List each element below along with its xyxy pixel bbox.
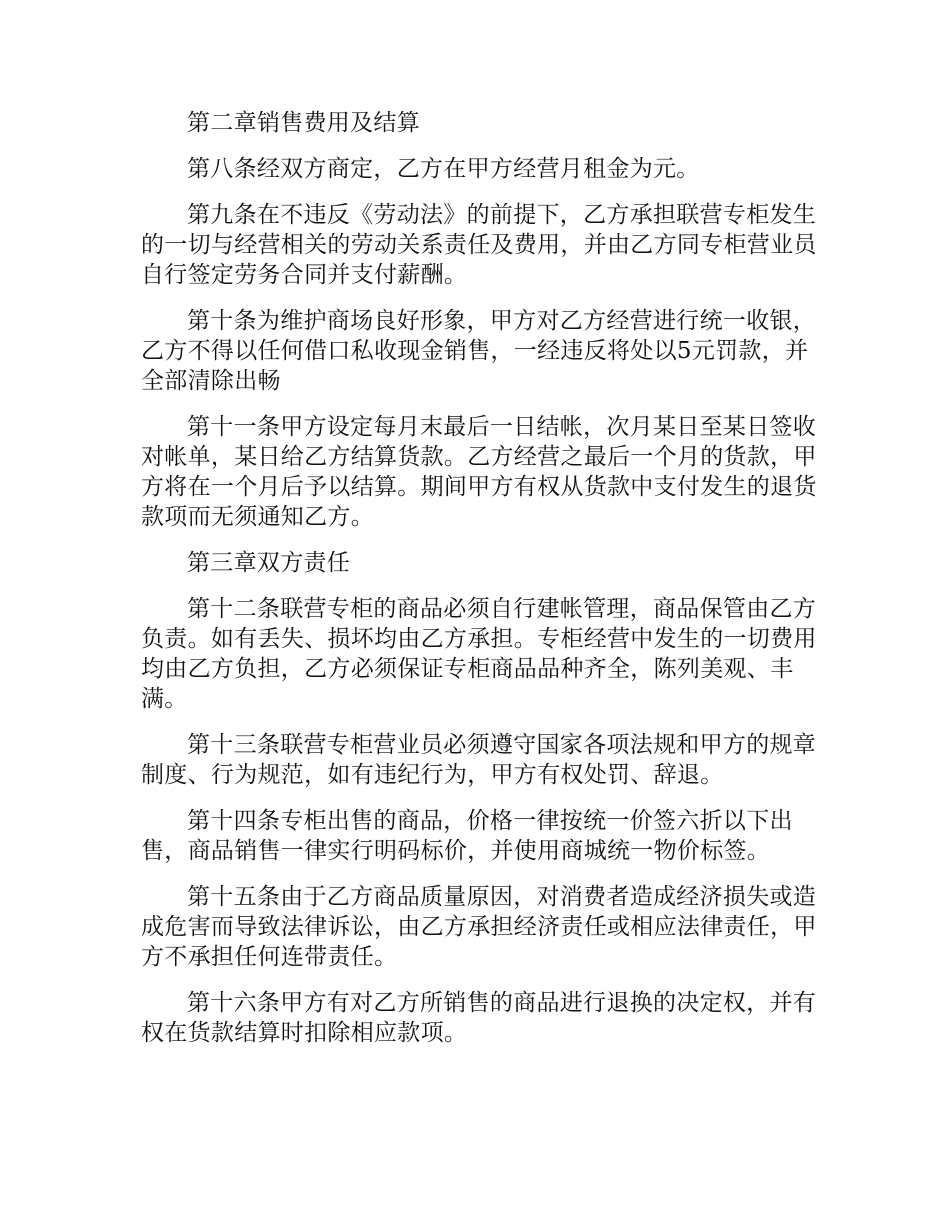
article-8: 第八条经双方商定，乙方在甲方经营月租金为元。 — [187, 156, 700, 182]
document-body — [141, 108, 831, 1064]
article-11: 第十一条甲方设定每月末最后一日结帐，次月某日至某日签收对帐单，某日给乙方结算货款。乙方经营之最后一个月的货款，甲方将在一个月后予以结算。期间甲方有权从货款中支付发生的退货款项而无须通知乙方。 — [141, 414, 817, 530]
article-10: 第十条为维护商场良好形象，甲方对乙方经营进行统一收银，乙方不得以任何借口私收现金销售，一经违反将处以5元罚款，并全部清除出畅 — [141, 308, 817, 394]
article-16: 第十六条甲方有对乙方所销售的商品进行退换的决定权，并有权在货款结算时扣除相应款项。 — [141, 990, 817, 1046]
article-12: 第十二条联营专柜的商品必须自行建帐管理，商品保管由乙方负责。如有丢失、损坏均由乙方承担。专柜经营中发生的一切费用均由乙方负担，乙方必须保证专柜商品品种齐全，陈列美观、丰满。 — [141, 596, 817, 712]
chapter-heading-2: 第二章销售费用及结算 — [187, 110, 420, 136]
article-15: 第十五条由于乙方商品质量原因，对消费者造成经济损失或造成危害而导致法律诉讼，由乙方承担经济责任或相应法律责任，甲方不承担任何连带责任。 — [141, 884, 817, 970]
chapter-heading-3: 第三章双方责任 — [187, 550, 351, 576]
article-13: 第十三条联营专柜营业员必须遵守国家各项法规和甲方的规章制度、行为规范，如有违纪行为，甲方有权处罚、辞退。 — [141, 732, 817, 788]
article-14: 第十四条专柜出售的商品，价格一律按统一价签六折以下出售，商品销售一律实行明码标价，并使用商城统一物价标签。 — [141, 808, 793, 864]
article-9: 第九条在不违反《劳动法》的前提下，乙方承担联营专柜发生的一切与经营相关的劳动关系责任及费用，并由乙方同专柜营业员自行签定劳务合同并支付薪酬。 — [141, 202, 817, 288]
